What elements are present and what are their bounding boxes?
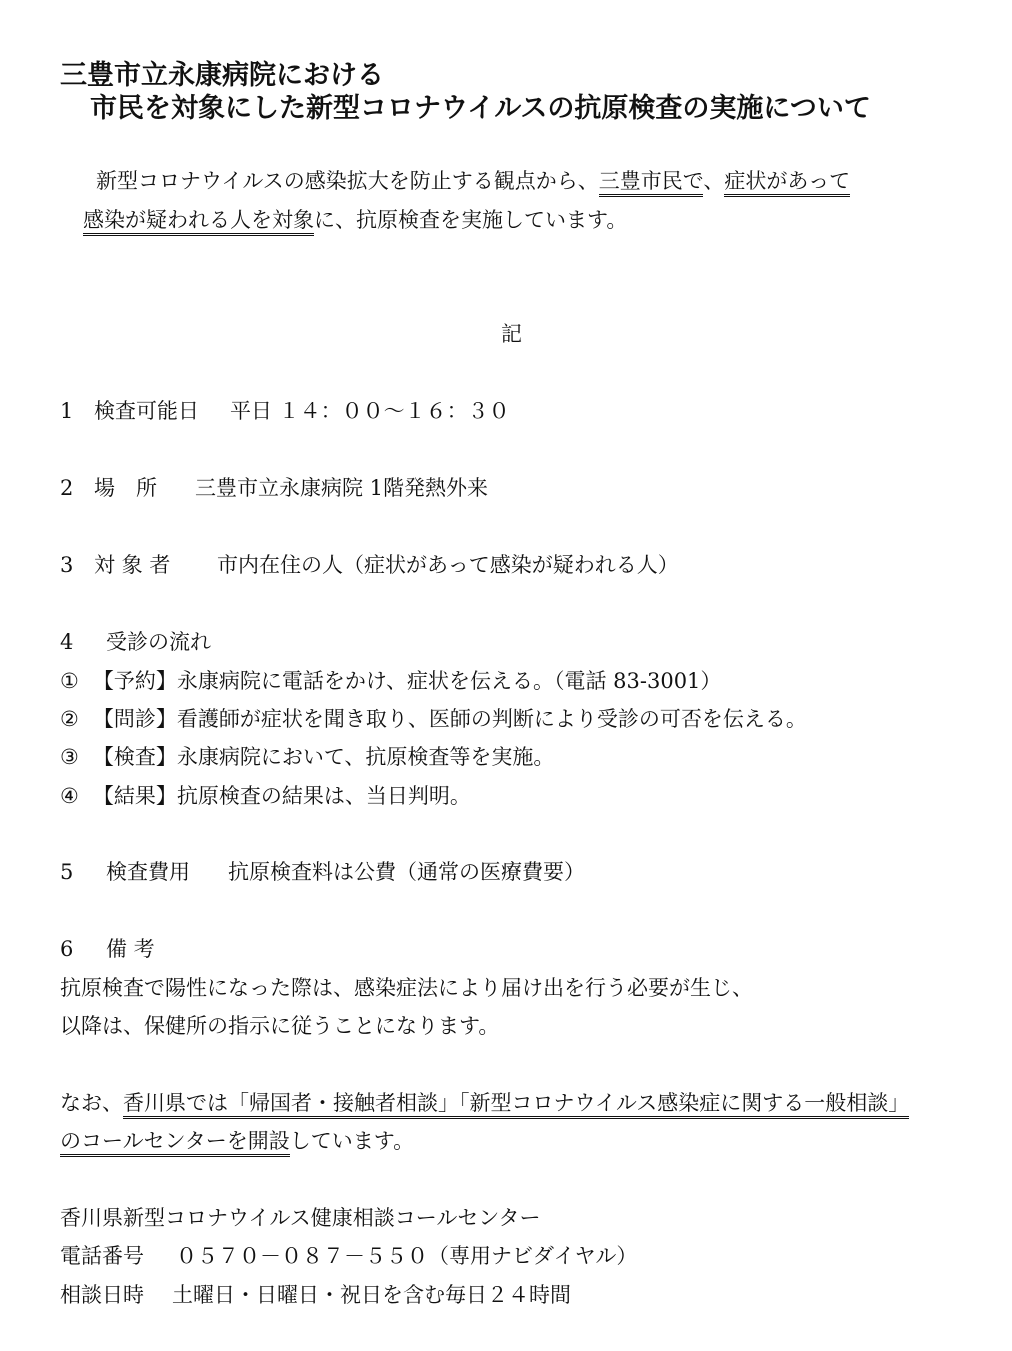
item-1-num: 1 bbox=[60, 399, 74, 423]
notes-line-1: 抗原検査で陽性になった際は、感染症法により届け出を行う必要が生じ、 bbox=[60, 976, 753, 1000]
center-name: 香川県新型コロナウイルス健康相談コールセンター bbox=[60, 1206, 541, 1230]
item-3-value: 市内在住の人（症状があって感染が疑われる人） bbox=[217, 553, 679, 577]
intro-underline-symptom: 症状があって bbox=[724, 169, 850, 197]
item-1-label: 検査可能日 bbox=[94, 399, 199, 423]
item-2-value: 三豊市立永康病院 1階発熱外来 bbox=[195, 476, 489, 500]
center-phone bbox=[176, 1246, 637, 1267]
kagawa-underline-2: のコールセンターを開設 bbox=[60, 1129, 290, 1157]
center-phone-number: ０５７０－０８７－５５０ bbox=[176, 1244, 428, 1268]
intro-text-2: 、 bbox=[703, 169, 725, 193]
step-4 bbox=[60, 786, 471, 807]
step-4-text: 抗原検査の結果は、当日判明。 bbox=[176, 784, 471, 808]
step-3-tag: 【検査】 bbox=[92, 745, 177, 769]
kagawa-line-2 bbox=[60, 1131, 414, 1152]
item-2-label: 場 所 bbox=[94, 476, 157, 500]
step-2-tag: 【問診】 bbox=[92, 707, 177, 731]
title-line-1: 三豊市立永康病院における bbox=[60, 60, 384, 91]
step-1-mark: ① bbox=[60, 669, 79, 693]
item-3-num: 3 bbox=[60, 553, 74, 577]
step-2-text: 看護師が症状を聞き取り、医師の判断により受診の可否を伝える。 bbox=[176, 707, 807, 731]
item-2-num: 2 bbox=[60, 476, 74, 500]
notes-line-2: 以降は、保健所の指示に従うことになります。 bbox=[60, 1014, 500, 1038]
kagawa-text-1: なお、 bbox=[60, 1091, 123, 1115]
step-2-mark: ② bbox=[60, 707, 79, 731]
intro-underline-mitoyo: 三豊市民で bbox=[599, 169, 704, 197]
step-3 bbox=[60, 747, 554, 768]
item-5-num: 5 bbox=[60, 860, 74, 884]
title-line-2: 市民を対象にした新型コロナウイルスの抗原検査の実施について bbox=[90, 93, 871, 124]
item-1-value: 平日 １４：００～１６：３０ bbox=[230, 399, 510, 423]
intro-underline-target: 感染が疑われる人を対象 bbox=[83, 208, 314, 236]
intro-text-3: に、抗原検査を実施しています。 bbox=[314, 208, 628, 232]
item-4-num: 4 bbox=[60, 630, 74, 654]
step-2 bbox=[60, 709, 807, 730]
step-1-tag: 【予約】 bbox=[92, 669, 177, 693]
step-4-mark: ④ bbox=[60, 784, 79, 808]
step-3-mark: ③ bbox=[60, 745, 79, 769]
intro-text-1: 新型コロナウイルスの感染拡大を防止する観点から、 bbox=[96, 169, 599, 193]
center-hours-label: 相談日時 bbox=[60, 1283, 144, 1307]
step-4-tag: 【結果】 bbox=[92, 784, 177, 808]
intro-line-1 bbox=[96, 171, 850, 192]
step-3-text: 永康病院において、抗原検査等を実施。 bbox=[176, 745, 555, 769]
center-phone-label: 電話番号 bbox=[60, 1244, 144, 1268]
kagawa-line-1 bbox=[60, 1093, 909, 1114]
step-1-text: 永康病院に電話をかけ、症状を伝える。（電話 83-3001） bbox=[176, 669, 722, 693]
item-4-label: 受診の流れ bbox=[106, 630, 211, 654]
item-5-label: 検査費用 bbox=[106, 860, 190, 884]
ki-heading: 記 bbox=[501, 322, 522, 346]
item-6-label: 備 考 bbox=[106, 937, 155, 961]
intro-line-2 bbox=[83, 210, 627, 231]
kagawa-underline-1: 香川県では「帰国者・接触者相談」「新型コロナウイルス感染症に関する一般相談」 bbox=[123, 1091, 909, 1119]
kagawa-text-2: しています。 bbox=[289, 1129, 415, 1153]
item-3-label: 対 象 者 bbox=[94, 553, 171, 577]
center-hours: 土曜日・日曜日・祝日を含む毎日２４時間 bbox=[172, 1283, 571, 1307]
item-5-value: 抗原検査料は公費（通常の医療費要） bbox=[228, 860, 585, 884]
item-6-num: 6 bbox=[60, 937, 74, 961]
step-1 bbox=[60, 671, 721, 692]
center-phone-note: （専用ナビダイヤル） bbox=[428, 1244, 638, 1268]
